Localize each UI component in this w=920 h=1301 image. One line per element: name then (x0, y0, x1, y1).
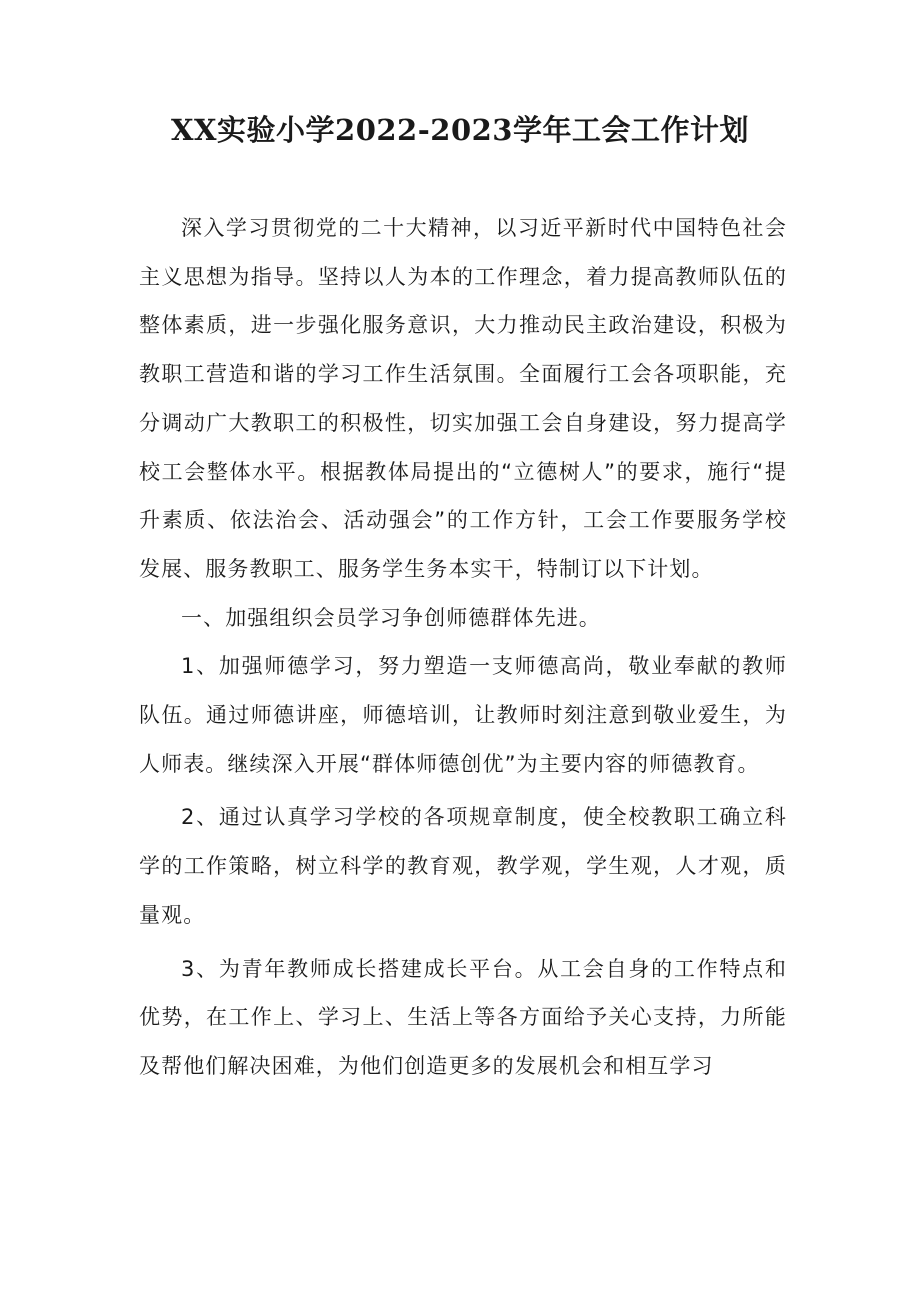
document-body (139, 204, 787, 1091)
item-paragraph-2: 2、通过认真学习学校的各项规章制度，使全校教职工确立科学的工作策略，树立科学的教育观，教学观，学生观，人才观，质量观。 (139, 805, 787, 927)
document-title: XX实验小学2022-2023学年工会工作计划 (171, 113, 749, 147)
item-paragraph-3: 3、为青年教师成长搭建成长平台。从工会自身的工作特点和优势，在工作上、学习上、生活上等各方面给予关心支持，力所能及帮他们解决困难，为他们创造更多的发展机会和相互学习 (139, 956, 787, 1078)
item-paragraph-1: 1、加强师德学习，努力塑造一支师德高尚，敬业奉献的教师队伍。通过师德讲座，师德培训，让教师时刻注意到敬业爱生，为人师表。继续深入开展“群体师德创优”为主要内容的师德教育。 (139, 654, 787, 776)
intro-paragraph: 深入学习贯彻党的二十大精神，以习近平新时代中国特色社会主义思想为指导。坚持以人为本的工作理念，着力提高教师队伍的整体素质，进一步强化服务意识，大力推动民主政治建设，积极为教职工营造和谐的学习工作生活氛围。全面履行工会各项职能，充分调动广大教职工的积极性，切实加强工会自身建设，努力提高学校工会整体水平。根据教体局提出的“立德树人”的要求，施行“提升素质、依法治会、活动强会”的工作方针，工会工作要服务学校发展、服务教职工、服务学生务本实干，特制订以下计划。 (139, 216, 787, 581)
section-heading-1: 一、加强组织会员学习争创师德群体先进。 (181, 605, 601, 630)
